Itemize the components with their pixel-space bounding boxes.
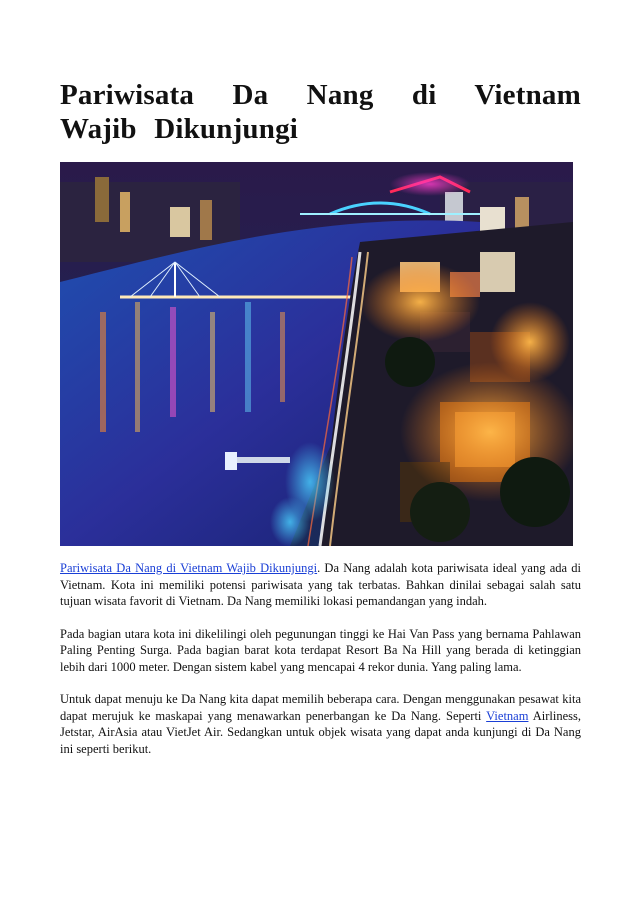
paragraph-2-text: Pada bagian utara kota ini dikelilingi oleh pegunungan tinggi ke Hai Van Pass yang bernama Pahlawan Paling Penting Surga. Pada bagian barat kota terdapat Resort Ba Na Hill yang berada di ketinggian lebih dari 1000 meter. Dengan sistem kabel yang mencapai 4 rekor dunia. Yang paling lama. — [60, 626, 581, 674]
paragraph-3-text-before: Untuk dapat menuju ke Da Nang kita dapat memilih beberapa cara. Dengan menggunakan pesawat kita dapat merujuk ke maskapai yang menawarkan penerbangan ke Da Nang. Seperti — [60, 692, 581, 723]
paragraph-2 — [60, 626, 581, 676]
article-header — [60, 78, 581, 146]
article-body — [60, 560, 581, 773]
night-city-photo — [60, 162, 573, 546]
hero-image — [60, 162, 573, 546]
paragraph-3-text-after: Airliness, Jetstar, AirAsia atau VietJet Air. Sedangkan untuk objek wisata yang dapat anda kunjungi di Da Nang ini seperti berikut. — [60, 708, 581, 756]
paragraph-3 — [60, 691, 581, 757]
article-title: Pariwisata Da Nang di Vietnam Wajib Dikunjungi — [60, 79, 581, 145]
paragraph-1 — [60, 560, 581, 610]
vietnam-link[interactable]: Vietnam — [486, 708, 529, 723]
article-title-link[interactable]: Pariwisata Da Nang di Vietnam Wajib Dikunjungi — [60, 561, 318, 575]
paragraph-1-text: . Da Nang adalah kota pariwisata ideal yang ada di Vietnam. Kota ini memiliki potensi pariwisata yang tak terbatas. Bahkan dinilai sebagai salah satu tujuan wisata favorit di Vietnam. Da Nang memiliki lokasi pemandangan yang indah. — [60, 561, 581, 608]
